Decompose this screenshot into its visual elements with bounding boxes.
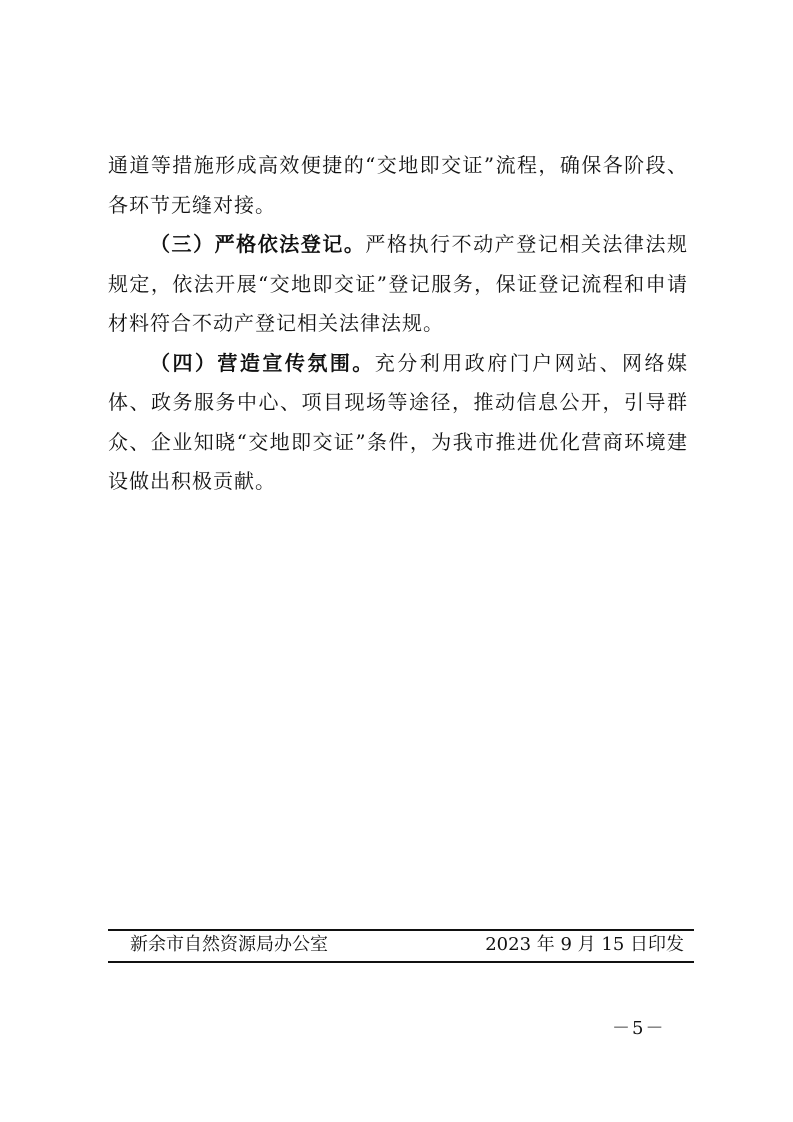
paragraph-publicity <box>108 344 688 502</box>
print-date: 2023 年 9 月 15 日印发 <box>485 934 684 955</box>
paragraph-text: 通道等措施形成高效便捷的“交地即交证”流程，确保各阶段、各环节无缝对接。 <box>108 153 688 217</box>
paragraph-legal-registration <box>108 225 688 344</box>
paragraph-text: 充分利用政府门户网站、网络媒体、政务服务中心、项目现场等途径，推动信息公开，引导群众、企业知晓“交地即交证”条件，为我市推进优化营商环境建设做出积极贡献。 <box>108 350 689 493</box>
issuing-office: 新余市自然资源局办公室 <box>130 934 328 955</box>
body-text <box>108 146 688 502</box>
section-heading-3: （三）严格依法登记。 <box>150 232 366 256</box>
paragraph-continued <box>108 146 688 225</box>
imprint-bar <box>108 929 694 963</box>
paragraph-text: 严格执行不动产登记相关法律法规规定，依法开展“交地即交证”登记服务，保证登记流程和申请材料符合不动产登记相关法律法规。 <box>108 232 689 335</box>
section-heading-4: （四）营造宣传氛围。 <box>150 350 375 375</box>
page-number: －5－ <box>612 1018 666 1039</box>
